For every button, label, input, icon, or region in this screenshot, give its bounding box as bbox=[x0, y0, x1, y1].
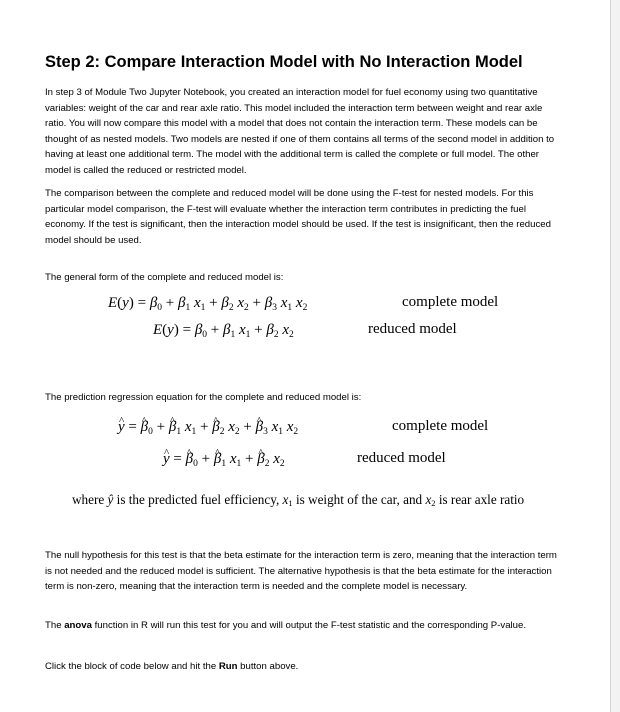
complete-prediction-equation: ^ y = ^ $\beta_0$ + ^ $\beta_1$ $x_1$ + ^ $\beta_2$ $x_2$ + ^ $\beta_3$ $x_1$ $x_2$ bbox=[118, 418, 298, 436]
prediction-intro: The prediction regression equation for the complete and reduced model is: bbox=[45, 392, 362, 403]
complete-model-equation: $E(y) = \beta_0 + \beta_1$ $x_1 + \beta_2$ $x_2 + \beta_3$ $x_1$ $x_2$ bbox=[108, 295, 308, 313]
general-form-intro: The general form of the complete and reduced model is: bbox=[45, 272, 284, 283]
complete-model-label: complete model bbox=[402, 294, 499, 310]
run-keyword: Run bbox=[218, 661, 238, 672]
intro-paragraph: In step 3 of Module Two Jupyter Notebook, you created an interaction model for fuel economy using two quantitative variables: weight of the car and rear axle ratio. This model included the interaction term between weight and rear axle ratio. You will now compare this model with a model that does not contain the interaction term. These models can be thought of as nested models. Two models are nested if one of them contains all terms of the second model in addition to having at least one additional term. The model with the additional term is called the complete or full model. The other model is called the reduced or restricted model. bbox=[45, 87, 555, 176]
anova-keyword: anova bbox=[64, 620, 92, 631]
reduced-model-equation: $E(y) = \beta_0 + \beta_1$ $x_1 + \beta_2$ $x_2$ bbox=[153, 322, 294, 340]
ftest-paragraph: The comparison between the complete and reduced model will be done using the F-test for nested models. For this particular model comparison, the F-test will evaluate whether the interaction term contributes in predicting the fuel economy. If the test is significant, then the interaction model should be used. If the test is insignificant, then the reduced model should be used. bbox=[45, 188, 551, 246]
run-instruction: Click the block of code below and hit the Run button above. bbox=[45, 661, 299, 672]
variable-definitions: where ŷ is the predicted fuel efficiency, $x_1$ is weight of the car, and $x_2$ is rear axle ratio bbox=[72, 492, 525, 508]
reduced-prediction-label: reduced model bbox=[357, 450, 446, 466]
complete-prediction-label: complete model bbox=[392, 418, 489, 434]
reduced-prediction-equation: ^ y = ^ $\beta_0$ + ^ $\beta_1$ $x_1$ + ^ $\beta_2$ $x_2$ bbox=[163, 450, 285, 468]
scrollbar[interactable] bbox=[611, 0, 620, 712]
section-heading: Step 2: Compare Interaction Model with No Interaction Model bbox=[45, 53, 523, 71]
reduced-model-label: reduced model bbox=[368, 321, 457, 337]
anova-paragraph: The anova function in R will run this test for you and will output the F-test statistic and the corresponding P-value. bbox=[45, 620, 527, 631]
hypothesis-paragraph: The null hypothesis for this test is that the beta estimate for the interaction term is zero, meaning that the interaction term is not needed and the reduced model is sufficient. The alternative hypothesis is that the beta estimate for the interaction term is non-zero, meaning that the interaction term is needed and the complete model is necessary. bbox=[45, 550, 557, 593]
